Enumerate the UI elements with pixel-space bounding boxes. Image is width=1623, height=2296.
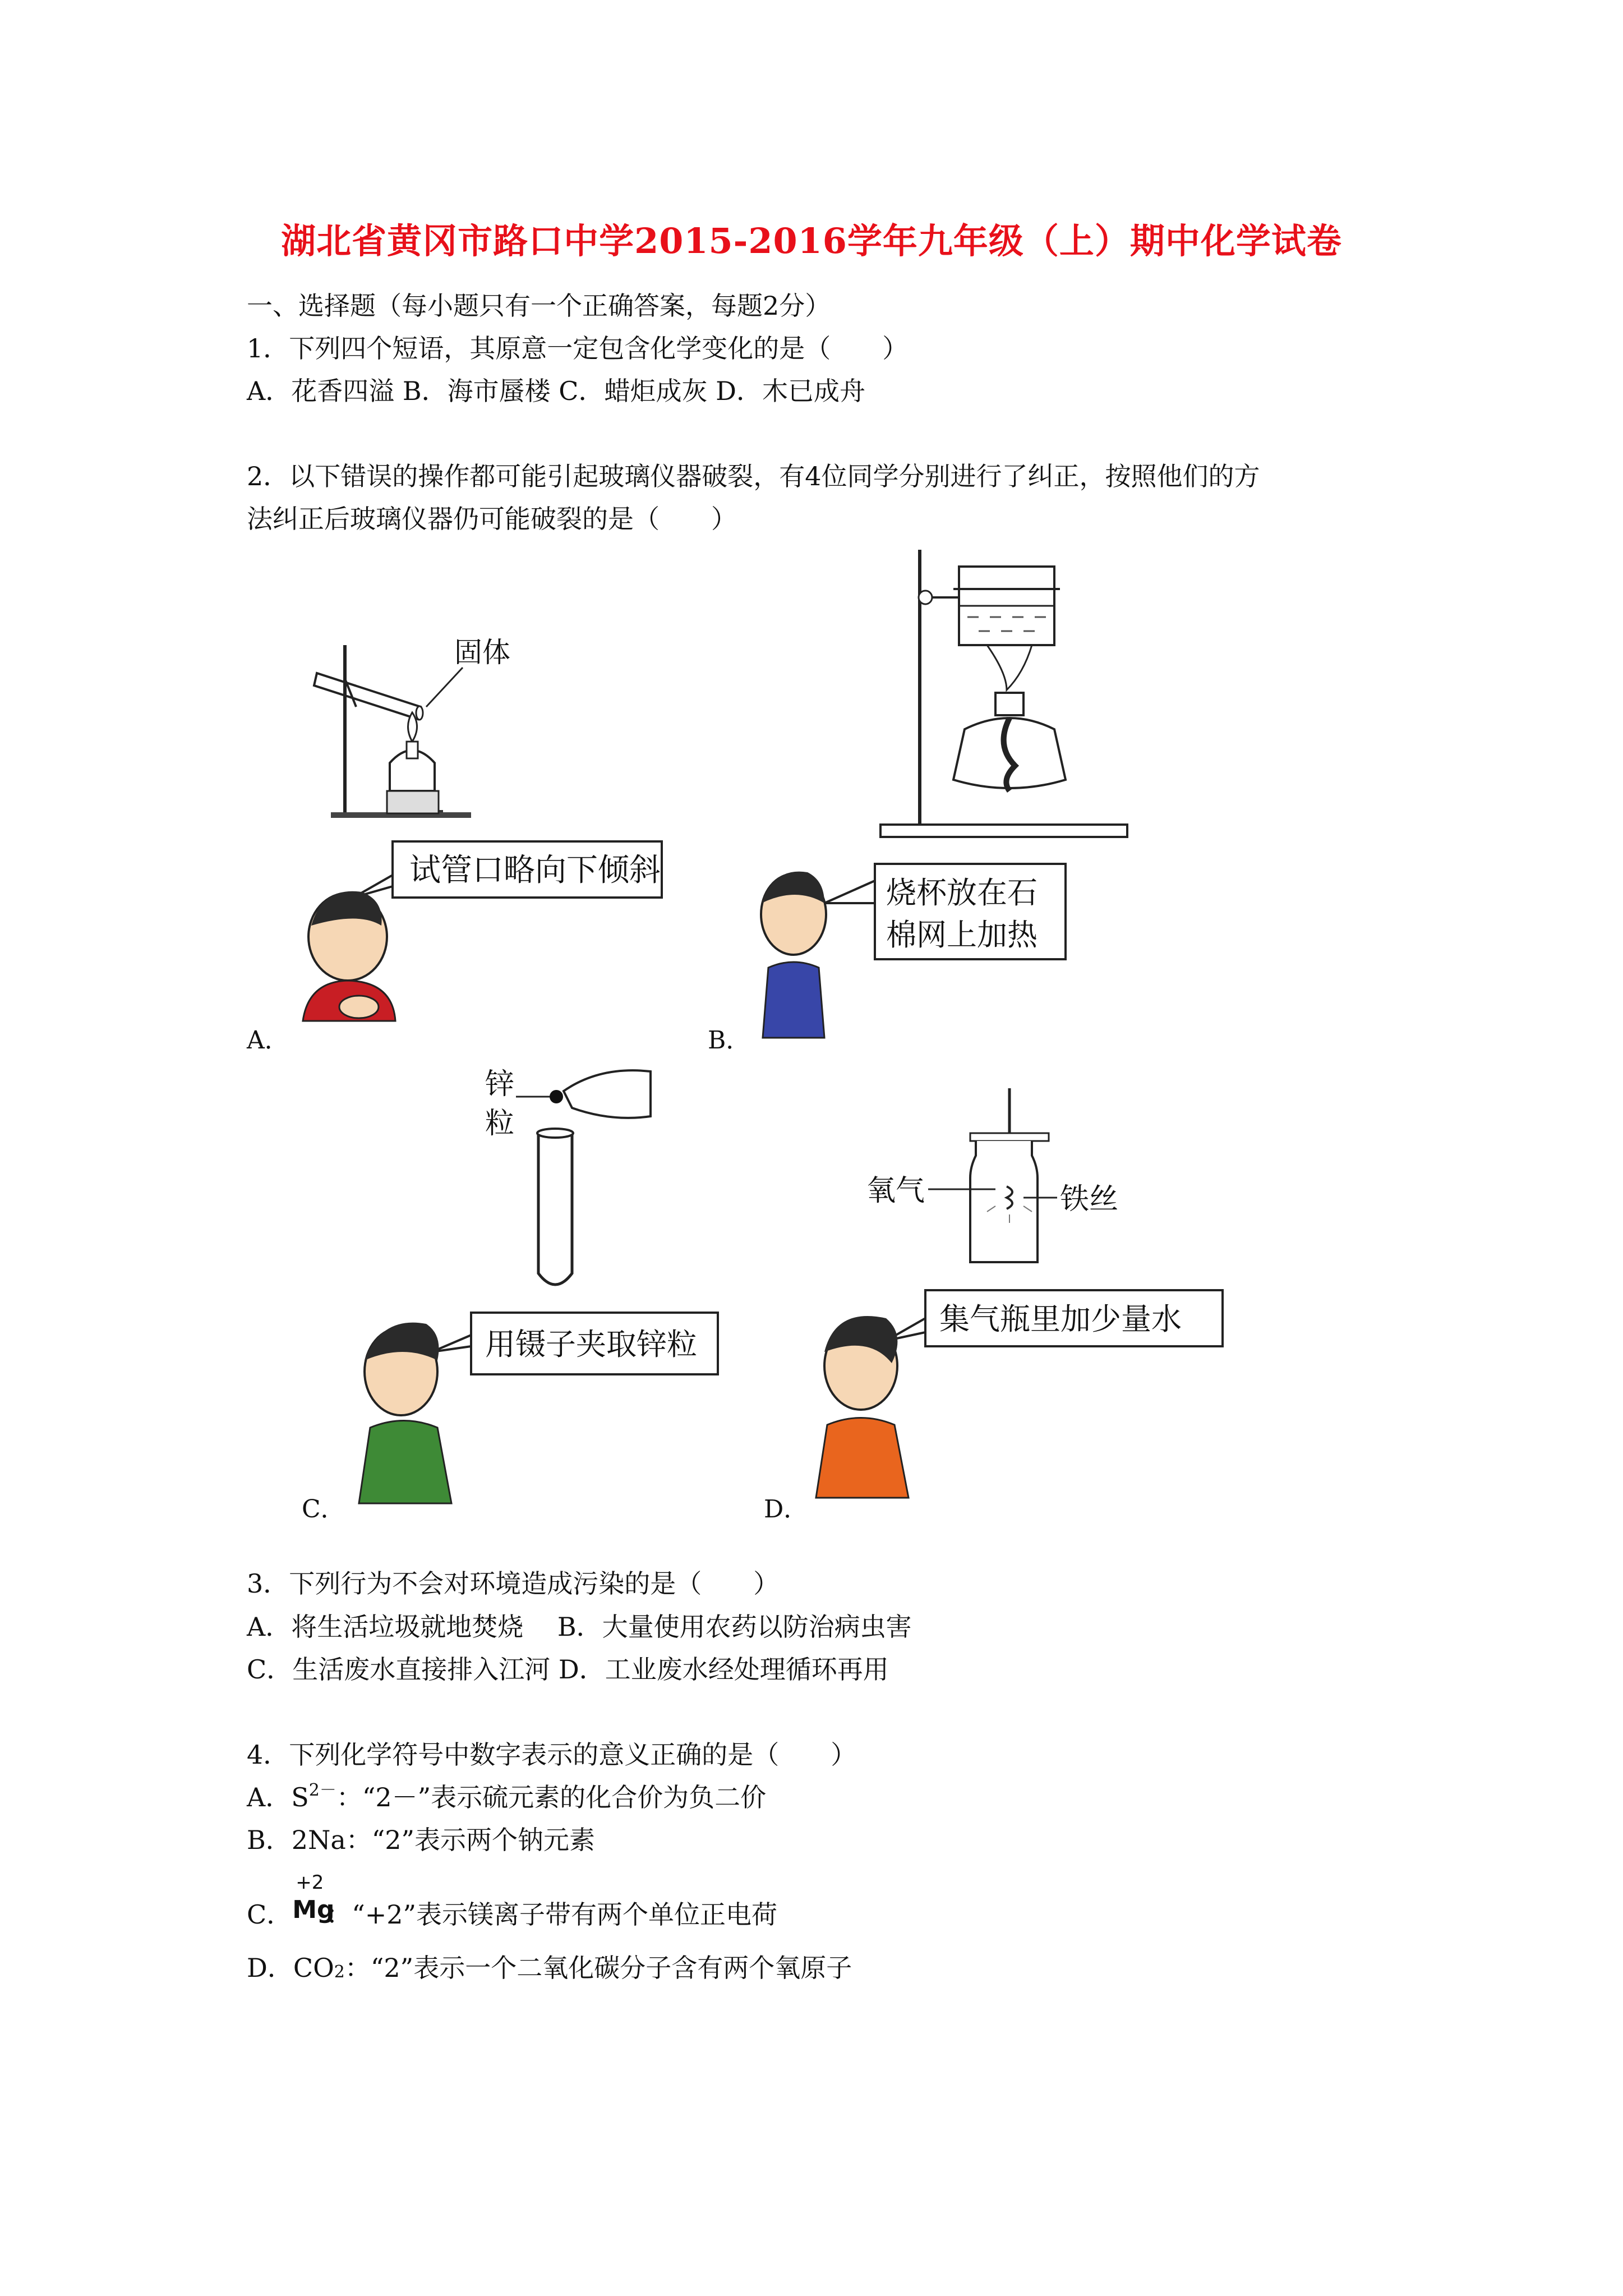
figure-label-d: D． [764,1495,809,1524]
valence-top: +2 [296,1871,324,1894]
bubble-text-d: 集气瓶里加少量水 [939,1301,1182,1337]
valence-notation [292,1871,335,1924]
gas-jar-d [970,1088,1049,1262]
alcohol-lamp-a [387,712,439,813]
q1-options: A．花香四溢 B．海市蜃楼 C．蜡炬成灰 D．木已成舟 [247,376,865,406]
bubble-text-c: 用镊子夹取锌粒 [485,1327,697,1362]
apparatus-label-c-line2: 粒 [485,1107,515,1140]
q2-stem-line1: 2．以下错误的操作都可能引起玻璃仪器破裂，有4位同学分别进行了纠正，按照他们的方 [247,461,1260,491]
q2-stem-line2: 法纠正后玻璃仪器仍可能破裂的是（ ） [247,504,737,534]
q3-options-line2: C．生活废水直接排入江河 D．工业废水经处理循环再用 [247,1654,889,1685]
test-tube-c [538,1133,572,1285]
apparatus-label-d-right: 铁丝 [1060,1182,1119,1216]
student-boy-a-icon [303,891,395,1021]
q4-option-c-prefix: C． [247,1899,293,1930]
q4-option-c-text: ：“+2”表示镁离子带有两个单位正电荷 [326,1899,778,1930]
test-tube-a [294,645,423,769]
q4-option-d-sub: 2 [334,1962,345,1982]
q4-option-d-prefix: D．CO [247,1953,334,1983]
q4-option-a-prefix: A．S [247,1782,309,1812]
element-symbol: Mg [292,1895,335,1924]
q4-option-a-sup: 2－ [308,1780,336,1800]
q4-option-b: B．2Na：“2”表示两个钠元素 [247,1825,596,1855]
figure-c [348,1055,751,1515]
apparatus-label-d-left: 氧气 [866,1174,925,1208]
figure-b [740,544,1189,1049]
bubble-text-b-line2: 棉网上加热 [886,917,1038,953]
beaker-b [953,567,1060,645]
apparatus-label-a: 固体 [454,636,510,669]
bubble-text-a: 试管口略向下倾斜 [409,852,661,889]
q4-stem: 4．下列化学符号中数字表示的意义正确的是（ ） [247,1740,857,1770]
q1-stem: 1．下列四个短语，其原意一定包含化学变化的是（ ） [247,333,909,364]
student-girl-d-icon [816,1316,909,1498]
q4-option-d-text: ：“2”表示一个二氧化碳分子含有两个氧原子 [344,1953,852,1983]
q3-stem: 3．下列行为不会对环境造成污染的是（ ） [247,1568,780,1599]
figure-label-c: C． [302,1495,345,1524]
q4-option-c [247,1871,778,1930]
figure-d [802,1083,1239,1509]
q3-options-line1: A．将生活垃圾就地焚烧 B．大量使用农药以防治病虫害 [247,1612,912,1642]
apparatus-label-c-line1: 锌 [485,1068,515,1101]
hand-icon [550,1070,651,1118]
figure-a [292,595,695,1043]
bubble-text-b-line1: 烧杯放在石 [886,875,1038,910]
figure-label-a: A． [247,1026,289,1055]
section-heading: 一、选择题（每小题只有一个正确答案，每题2分） [247,291,831,321]
q4-option-a-text: ：“2－”表示硫元素的化合价为负二价 [336,1782,767,1812]
student-boy-c-icon [359,1323,451,1503]
q4-option-d [247,1955,852,1981]
q4-option-a [247,1780,767,1812]
figure-label-b: B． [708,1026,751,1055]
student-boy-b-icon [761,872,826,1038]
page-title: 湖北省黄冈市路口中学2015-2016学年九年级（上）期中化学试卷 [281,220,1342,261]
alcohol-lamp-b [953,693,1066,791]
